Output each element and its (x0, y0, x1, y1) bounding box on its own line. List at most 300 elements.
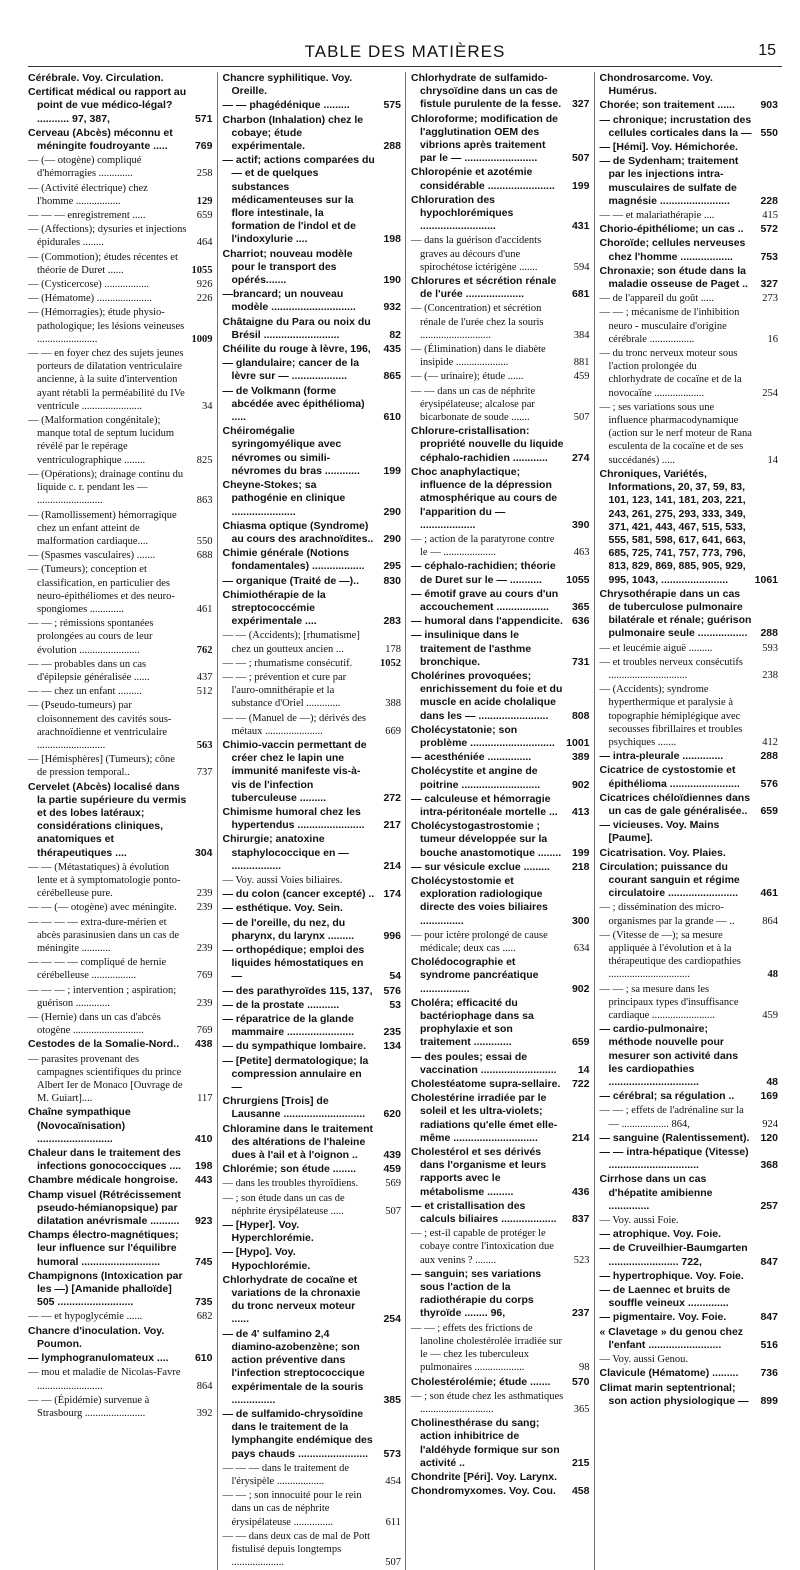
index-entry-page: 847 (760, 1255, 778, 1268)
index-entry (223, 671, 402, 711)
index-entry (28, 1310, 213, 1323)
index-entry (223, 99, 402, 112)
index-entry (223, 888, 402, 901)
index-entry-page: 98 (579, 1362, 590, 1374)
index-entry-text: Chéiromégalie syringomyélique avec névromes ou simili-névromes du bras ............ (222, 425, 360, 477)
index-entry-text: — — (Métastatiques) à évolution lente et à symptomatologie ponto-cérébelleuse pure. (28, 861, 181, 900)
index-entry (411, 275, 590, 301)
index-entry-text: Chirurgie; anatoxine staphylococcique en — ................. (222, 833, 349, 872)
index-entry (411, 72, 590, 112)
index-entry (28, 209, 213, 222)
index-entry-text: Chronaxie; son étude dans la maladie osseuse de Paget .. (599, 264, 748, 291)
index-entry (411, 1051, 590, 1077)
index-entry-page: 288 (760, 627, 778, 640)
index-entry (223, 1489, 402, 1529)
index-entry-page: 254 (383, 1313, 401, 1326)
index-entry-page: 458 (571, 1485, 590, 1498)
index-entry-text: — [Hémi]. Voy. Hémichorée. (599, 141, 738, 154)
index-entry (223, 248, 402, 288)
index-column-3 (405, 72, 594, 1570)
index-entry (223, 1192, 402, 1218)
index-entry (28, 1053, 213, 1106)
index-entry (223, 589, 402, 629)
index-entry-text: Chondrosarcome. Voy. Humérus. (599, 72, 713, 98)
index-entry-text: — — dans deux cas de mal de Pott fistulisé depuis longtemps .................... (222, 1530, 371, 1569)
index-entry (28, 154, 213, 180)
index-entry-text: — chronique; incrustation des cellules corticales dans la — (599, 113, 752, 139)
index-entry (223, 316, 402, 342)
index-entry-page: 273 (762, 293, 778, 305)
index-entry-text: — Voy. aussi Genou. (599, 1354, 688, 1366)
index-entry (600, 1104, 779, 1130)
index-entry (223, 1123, 402, 1163)
index-entry-text: — (Activité électrique) chez l'homme ................. (28, 182, 148, 207)
index-entry-text: — pigmentaire. Voy. Foie. (599, 1311, 727, 1324)
index-entry (600, 1132, 779, 1145)
page-title: TABLE DES MATIÈRES (304, 42, 506, 61)
index-entry-text: Cholestérolémie; étude ....... (411, 1375, 551, 1388)
index-entry-page: 226 (196, 293, 213, 305)
index-entry-text: Circulation; puissance du courant sanguin et régime circulatoire ........................ (599, 860, 740, 900)
index-entry-text: Chondromyxomes. Voy. Cou. (411, 1485, 556, 1498)
index-entry-page: 239 (196, 943, 213, 954)
index-entry (411, 1078, 590, 1091)
index-entry-text: — — ; rémissions spontanées prolongées au cours de leur évolution ....................... (28, 618, 154, 656)
index-entry (28, 468, 213, 508)
index-entry (223, 1095, 402, 1121)
index-entry-text: Climat marin septentrional; son action physiologique — (599, 1381, 749, 1407)
index-entry-page: 996 (383, 929, 401, 942)
index-entry (600, 861, 779, 901)
index-entry-page: 634 (573, 943, 590, 954)
index-entry-page: 239 (196, 888, 213, 900)
index-entry-page: 881 (573, 357, 590, 369)
index-entry-text: Choroïde; cellules nerveuses chez l'homme .................. (599, 237, 746, 263)
index-entry (28, 1270, 213, 1310)
index-entry (411, 1200, 590, 1226)
index-entry-page: 198 (194, 1160, 213, 1173)
index-entry (28, 509, 213, 549)
index-entry-page: 923 (194, 1215, 213, 1228)
index-entry (600, 1382, 779, 1408)
index-entry-page: 903 (760, 99, 778, 112)
index-entry (600, 141, 779, 154)
index-entry-page: 576 (760, 777, 778, 790)
index-entry-text: — cérébral; sa régulation .. (599, 1090, 735, 1103)
index-entry (600, 237, 779, 263)
index-entry-text: — et leucémie aiguë ......... (599, 642, 713, 654)
index-entry (223, 1013, 402, 1039)
index-entry (600, 847, 779, 860)
index-entry-text: — (Commotion); études récentes et théorie de Duret ...... (28, 251, 178, 276)
index-entry-text: Chlorhydrate de sulfamido-chrysoïdine dans un cas de fistule purulente de la fesse. (411, 72, 562, 111)
index-entry-page: 438 (194, 1038, 213, 1051)
index-entry (411, 1376, 590, 1389)
index-entry-text: — — chez un enfant ......... (28, 686, 142, 698)
index-entry-page: 288 (383, 140, 401, 153)
index-entry-text: — calculeuse et hémorragie intra-péritonéale mortelle ... (411, 792, 558, 818)
index-entry (223, 1274, 402, 1327)
index-entry-page: 1055 (566, 573, 590, 586)
index-entry (223, 874, 402, 887)
index-entry-page: 459 (383, 1163, 401, 1176)
index-entry (411, 302, 590, 342)
index-entry (600, 642, 779, 655)
index-entry-text: — (Opérations); drainage continu du liquide c. r. pendant les — ......................... (28, 468, 184, 507)
index-entry-page: 863 (196, 495, 213, 507)
index-entry-text: Chancre d'inoculation. Voy. Poumon. (28, 1324, 165, 1350)
index-entry-text: Cholécystostomie et exploration radiologique directe des voies biliaires ............... (411, 874, 548, 927)
index-entry-text: — ; ses variations sous une influence pharmacodynamique (action sur le nerf moteur de Rana esculenta de la cocaïne et de ses succédanés) ..... (599, 401, 752, 466)
index-entry (600, 401, 779, 467)
index-entry-text: — sur vésicule exclue ......... (411, 860, 550, 873)
index-entry-page: 659 (571, 1036, 590, 1049)
index-entry-page: 1061 (754, 573, 778, 586)
index-entry-text: Cervelet (Abcès) localisé dans la partie supérieure du vermis et des lobes latéraux; considérations cliniques, anatomiques et thérapeutiques .... (28, 780, 187, 859)
index-entry (600, 292, 779, 305)
index-entry-text: Cholécystatonie; son problème ............................. (411, 723, 555, 749)
index-entry-text: Cholécystite et angine de poitrine ........................... (411, 765, 541, 791)
index-entry-page: 593 (762, 642, 778, 654)
index-entry (28, 347, 213, 413)
index-entry-page: 461 (196, 603, 213, 615)
index-entry-page: 902 (571, 778, 590, 791)
index-entry-page: 926 (196, 279, 213, 291)
index-entry-page: 290 (383, 505, 401, 518)
index-entry-text: — esthétique. Voy. Sein. (222, 902, 343, 915)
index-entry (223, 1219, 402, 1245)
index-entry-text: — des poules; essai de vaccination .......................... (411, 1050, 557, 1076)
index-entry-text: Chambre médicale hongroise. (28, 1174, 178, 1187)
index-column-2 (217, 72, 406, 1570)
index-entry-text: Chimisme humoral chez les hypertendus ....................... (222, 805, 365, 832)
index-entry (411, 929, 590, 955)
index-entry-page: 258 (196, 168, 213, 180)
index-entry (28, 685, 213, 698)
index-entry-text: — de 4' sulfamino 2,4 diamino-azobenzène; son action préventive dans l'infection streptococcique expérimentale de la souris ............... (222, 1327, 365, 1406)
index-entry-page: 239 (196, 997, 213, 1009)
index-entry (411, 370, 590, 383)
index-entry-page: 575 (383, 99, 401, 112)
index-entry (411, 194, 590, 234)
index-entry-text: — dans la guérison d'accidents graves au décours d'une spirochétose ictérigène ....... (411, 235, 542, 273)
index-entry (223, 575, 402, 588)
index-entry-page: 48 (767, 969, 778, 981)
index-entry-text: — ; son étude dans un cas de néphrite érysipélateuse ..... (222, 1192, 345, 1217)
index-entry-page: 239 (196, 902, 213, 914)
index-entry-page: 523 (573, 1254, 590, 1266)
index-entry-text: Chondrite [Péri]. Voy. Larynx. (411, 1470, 558, 1483)
index-entry-text: Cholinesthérase du sang; action inhibitrice de l'aldéhyde formique sur son activité .. (411, 1417, 560, 1469)
index-entry-text: — sanguine (Ralentissement). (599, 1131, 750, 1144)
index-entry (411, 997, 590, 1050)
index-entry-text: Charriot; nouveau modèle pour le transport des opérés....... (222, 247, 353, 287)
index-entry-text: Chancre syphilitique. Voy. Oreille. (222, 72, 353, 98)
index-entry-page: 435 (383, 343, 401, 356)
index-entry-page: 82 (389, 328, 401, 341)
index-entry-page: 688 (196, 550, 213, 562)
index-entry-page: 217 (383, 819, 401, 832)
index-entry (223, 357, 402, 383)
index-entry-page: 199 (571, 846, 590, 859)
index-entry-text: — de Cruveilhier-Baumgarten ........................ 722, (599, 1242, 748, 1268)
index-entry (411, 956, 590, 996)
index-entry-text: — — ; son innocuité pour le rein dans un cas de néphrite érysipélateuse ............... (222, 1490, 362, 1528)
index-entry (600, 1311, 779, 1324)
index-entry-page: 576 (383, 984, 401, 997)
index-entry-page: 134 (383, 1040, 401, 1053)
index-entry-page: 392 (196, 1407, 213, 1419)
index-entry (600, 1146, 779, 1172)
index-entry (223, 1177, 402, 1190)
index-entry (223, 72, 402, 98)
index-entry (411, 166, 590, 192)
index-entry-text: — vicieuses. Voy. Mains [Paume]. (599, 819, 720, 845)
index-entry (411, 875, 590, 928)
index-entry-page: 215 (571, 1456, 590, 1469)
index-entry-text: Cirrhose dans un cas d'hépatite amibienne .............. (599, 1173, 713, 1212)
index-entry-text: Chlorure-cristallisation: propriété nouvelle du liquide céphalo-rachidien ............ (411, 425, 564, 464)
index-entry-page: 899 (760, 1394, 778, 1407)
index-entry (223, 547, 402, 573)
index-entry (600, 114, 779, 140)
index-entry (600, 1326, 779, 1352)
index-entry-page: 385 (383, 1393, 401, 1406)
index-entry (28, 182, 213, 208)
index-entry (411, 1471, 590, 1484)
index-entry-text: Cheyne-Stokes; sa pathogénie en clinique ...................... (222, 479, 346, 518)
index-entry-page: 507 (573, 412, 590, 424)
index-entry (600, 209, 779, 222)
index-entry-page: 48 (766, 1076, 778, 1089)
index-entry-page: 516 (760, 1338, 778, 1351)
index-entry-text: — mou et maladie de Nicolas-Favre ......................... (28, 1367, 181, 1392)
index-entry-text: — ; son étude chez les asthmatiques ............................ (411, 1390, 564, 1415)
index-entry-page: 199 (383, 464, 401, 477)
index-entry-text: — — — ; intervention ; aspiration; guérison ............. (28, 984, 177, 1009)
index-entry-text: — — intra-hépatique (Vitesse) ............................... (599, 1146, 749, 1172)
index-entry-page: 722 (571, 1078, 590, 1091)
index-entry (600, 1367, 779, 1380)
page-header (28, 0, 782, 60)
index-entry (600, 588, 779, 641)
index-entry-text: Certificat médical ou rapport au point de vue médico-légal? ........... 97, 387, (28, 86, 187, 125)
index-entry (411, 113, 590, 166)
index-entry (411, 1146, 590, 1199)
index-entry-text: — — et malariathérapie .... (599, 210, 715, 222)
index-entry-text: — Voy. aussi Voies biliaires. (222, 874, 343, 886)
index-entry-text: — (Concentration) et sécrétion rénale de l'urée chez la souris ........................... (411, 303, 544, 341)
index-entry-text: — acesthéniée ............... (411, 751, 532, 764)
index-entry-page: 388 (385, 698, 401, 710)
index-entry-text: — lymphogranulomateux .... (28, 1352, 169, 1365)
index-entry (600, 155, 779, 208)
index-entry-page: 1052 (380, 657, 401, 669)
index-entry-page: 837 (571, 1213, 590, 1226)
index-entry-page: 304 (194, 846, 213, 859)
index-entry-text: — [Petite] dermatologique; la compression annulaire en — (222, 1054, 369, 1094)
index-entry-page: 864 (196, 1380, 213, 1392)
index-entry-page: 290 (383, 532, 401, 545)
index-entry-page: 563 (196, 739, 213, 751)
index-entry-page: 610 (383, 411, 401, 424)
header-rule (28, 66, 782, 67)
index-entry-page: 594 (573, 261, 590, 273)
index-entry (411, 1322, 590, 1375)
index-entry (28, 1038, 213, 1051)
index-entry-page: 274 (571, 451, 590, 464)
index-entry (28, 1394, 213, 1420)
index-entry-text: — émotif grave au cours d'un accouchement .................. (411, 587, 559, 613)
index-entry-page: 735 (194, 1296, 213, 1309)
index-entry-text: — — — enregistrement ..... (28, 210, 146, 222)
index-entry (600, 1270, 779, 1283)
index-entry-text: — (Hématome) ..................... (28, 293, 152, 305)
index-entry-page: 14 (767, 454, 778, 466)
index-entry (223, 657, 402, 670)
index-entry-page: 365 (573, 1403, 590, 1415)
index-entry (411, 724, 590, 750)
index-entry-page: 769 (194, 140, 213, 153)
index-entry-page: 413 (571, 805, 590, 818)
index-entry-page: 745 (194, 1255, 213, 1268)
index-entry (223, 1530, 402, 1570)
index-columns (28, 72, 782, 1569)
index-entry-text: — — — — extra-dure-mérien et abcès parasinusien dans un cas de méningite ........... (28, 916, 179, 954)
index-entry-text: — (Vitesse de —); sa mesure appliquée à l'évolution et à la thérapeutique des cardiopathies ............................... (599, 929, 741, 981)
index-entry (28, 251, 213, 277)
index-entry-text: Chloramine dans le traitement des altérations de l'haleine dues à l'ail et à l'oignon .. (222, 1122, 374, 1162)
index-entry-text: — (Affections); dysuries et injections épidurales ........ (28, 224, 187, 249)
index-entry (411, 1092, 590, 1145)
index-entry-text: — (Tumeurs); conception et classification, en particulier des neuro-épithéliomes et des neuro-spongiomes ............. (28, 564, 175, 615)
index-entry-page: 461 (760, 887, 778, 900)
index-entry (411, 751, 590, 764)
index-entry-text: Cholestérine irradiée par le soleil et les ultra-violets; radiations qu'elle émet elle-même ............................. (411, 1092, 558, 1144)
index-entry-page: 437 (196, 671, 213, 683)
index-entry-text: — (Hémorragies); étude physio-pathologique; les lésions veineuses ....................... (28, 307, 185, 345)
index-entry-text: Chorée; son traitement ...... (599, 99, 735, 112)
index-entry-page: 825 (196, 454, 213, 466)
index-entry (223, 1055, 402, 1095)
index-entry-text: — Voy. aussi Foie. (599, 1215, 679, 1227)
index-entry-text: Chlorures et sécrétion rénale de l'urée .................... (411, 275, 557, 301)
index-entry (600, 99, 779, 112)
index-entry-text: Chéilite du rouge à lèvre, 196, (222, 343, 371, 356)
index-entry-page: 454 (385, 1475, 401, 1487)
index-entry (28, 86, 213, 126)
index-entry-page: 214 (571, 1131, 590, 1144)
index-entry-page: 368 (760, 1159, 778, 1172)
index-entry (600, 306, 779, 346)
index-entry-text: — — — — compliqué de hernie cérébelleuse ................. (28, 957, 167, 982)
index-entry-text: Chimie générale (Notions fondamentales) .................. (222, 547, 365, 573)
index-entry-text: Clavicule (Hématome) ......... (599, 1367, 739, 1380)
index-entry (28, 956, 213, 982)
index-entry (411, 1485, 590, 1498)
index-entry-text: — humoral dans l'appendicite. (411, 615, 563, 628)
index-entry (411, 765, 590, 791)
index-entry (28, 617, 213, 657)
index-entry-page: 736 (760, 1367, 778, 1380)
index-column-4 (594, 72, 783, 1570)
index-entry (223, 520, 402, 546)
index-entry-page: 415 (762, 210, 778, 222)
index-entry (28, 1352, 213, 1365)
index-entry (411, 793, 590, 819)
index-entry-text: — — (— otogène) avec méningite. (28, 902, 177, 914)
index-entry-page: 16 (767, 333, 778, 345)
index-entry-page: 174 (383, 888, 401, 901)
index-entry-page: 283 (383, 615, 401, 628)
index-entry-text: Cholestéatome supra-sellaire. (411, 1078, 561, 1091)
index-entry (411, 670, 590, 723)
index-entry-text: — atrophique. Voy. Foie. (599, 1228, 722, 1241)
index-entry-page: 769 (196, 1025, 213, 1037)
index-entry (223, 999, 402, 1012)
index-entry (411, 343, 590, 369)
index-entry-page: 218 (571, 860, 590, 873)
index-entry-page: 1055 (191, 264, 213, 276)
index-entry-page: 436 (571, 1185, 590, 1198)
index-entry-page: 681 (571, 288, 590, 301)
index-entry-text: — sanguin; ses variations sous l'action de la radiothérapie du corps thyroïde ........ 96, (411, 1267, 542, 1320)
index-entry-text: — (— otogène) compliqué d'hémorragies ............. (28, 155, 142, 180)
index-entry-text: Cicatrices chéloïdiennes dans un cas de gale généralisée.. (599, 791, 751, 817)
index-entry (28, 223, 213, 249)
index-entry-text: Chiasma optique (Syndrome) au cours des arachnoïdites.. (222, 519, 374, 545)
index-entry-text: — de Volkmann (forme abcédée avec épithélioma) ..... (222, 384, 365, 424)
index-entry-text: — réparatrice de la glande mammaire ....................... (222, 1013, 355, 1039)
index-entry-page: 120 (760, 1131, 778, 1144)
index-entry-text: Choc anaphylactique; influence de la dépression atmosphérique au cours de l'apparition du — ................... (411, 465, 558, 531)
index-entry-text: — ; est-il capable de protéger le cobaye contre l'intoxication due aux venins ? ........ (411, 1228, 554, 1266)
index-entry (600, 983, 779, 1023)
index-entry-text: — glandulaire; cancer de la lèvre sur — ................... (222, 357, 360, 383)
index-entry-text: — (Accidents); syndrome hyperthermique et paralysie à topographie hémiplégique avec secousses fibrillaires et troubles psychiques ....... (599, 684, 743, 748)
index-entry (223, 833, 402, 873)
index-entry (411, 385, 590, 425)
index-entry (28, 549, 213, 562)
index-entry-page: 573 (383, 1447, 401, 1460)
index-entry-page: 235 (383, 1026, 401, 1039)
index-entry-text: — — phagédénique ......... (222, 99, 350, 112)
index-entry-text: — parasites provenant des campagnes scientifiques du prince Albert Ier de Monaco [Ouvrage de M. Guiart].... (28, 1053, 183, 1105)
index-entry-page: 620 (383, 1108, 401, 1121)
index-entry-page: 327 (760, 278, 778, 291)
index-entry (28, 1189, 213, 1229)
index-entry-text: Cestodes de la Somalie-Nord.. (28, 1038, 180, 1051)
index-entry (600, 1023, 779, 1089)
index-entry-text: Chrysothérapie dans un cas de tuberculose pulmonaire bilatérale et rénale; guérison pulmonaire seule ................. (599, 587, 752, 640)
index-entry-page: 769 (196, 970, 213, 982)
index-entry-page: 199 (571, 179, 590, 192)
index-entry-page: 295 (383, 560, 401, 573)
index-entry-page: 237 (571, 1307, 590, 1320)
index-entry (223, 1163, 402, 1176)
index-entry-text: — insulinique dans le traitement de l'asthme bronchique. (411, 629, 532, 668)
index-entry-page: 507 (385, 1205, 401, 1217)
index-entry (411, 533, 590, 559)
index-entry (28, 414, 213, 467)
index-entry-text: Chimiothérapie de la streptococcémie expérimentale .... (222, 588, 326, 628)
index-entry-text: — des parathyroïdes 115, 137, (222, 984, 373, 997)
index-entry-page: 902 (571, 982, 590, 995)
index-entry-page: 198 (383, 233, 401, 246)
index-entry-text: — et cristallisation des calculs biliaires ................... (411, 1199, 557, 1226)
index-entry-text: — — dans un cas de néphrite érysipélateuse; alcalose par bicarbonate de soude ....... (411, 385, 536, 424)
index-entry (223, 1040, 402, 1053)
